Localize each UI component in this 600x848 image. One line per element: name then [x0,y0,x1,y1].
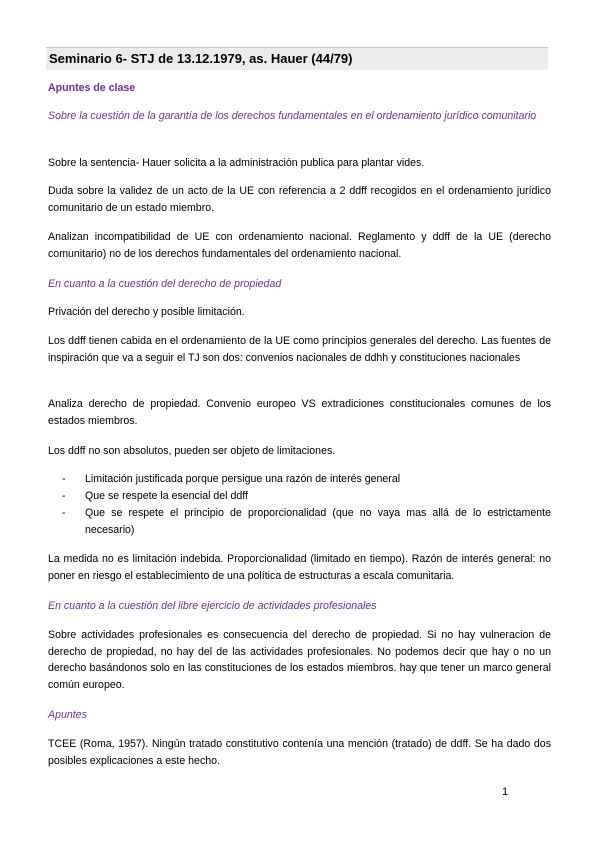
heading-derecho-propiedad: En cuanto a la cuestión del derecho de propiedad [48,278,282,290]
list-item-text: Limitación justificada porque persigue una razón de interés general [85,473,401,485]
paragraph-medida-limitacion: La medida no es limitación indebida. Proporcionalidad (limitado en tiempo). Razón de interés general: no poner en riesgo el establecimiento de una política de estructuras a escala comunitaria. [48,553,551,582]
list-dash: - [62,473,66,485]
heading-apuntes: Apuntes [48,709,87,721]
document-title: Seminario 6- STJ de 13.12.1979, as. Hauer (44/79) [49,51,353,66]
paragraph-incompatibilidad: Analizan incompatibilidad de UE con ordenamiento nacional. Reglamento y ddff de la UE (derecho comunitario) no de los derechos fundamentales del ordenamiento nacional. [48,231,551,260]
heading-garantia-derechos: Sobre la cuestión de la garantía de los derechos fundamentales en el ordenamiento jurídico comunitario [48,110,537,122]
paragraph-ddff-ordenamiento: Los ddff tienen cabida en el ordenamiento de la UE como principios generales del derecho. Las fuentes de inspiración que va a seguir el TJ son dos: convenios nacionales de ddhh y constituciones nacionales [48,335,551,364]
paragraph-actividades: Sobre actividades profesionales es consecuencia del derecho de propiedad. Si no hay vulneracion de derecho de propiedad, no hay del de las actividades profesionales. No podemos decir que hay o no un derecho basándonos solo en las constituciones de los estados miembros. hay que tener un marco general común europeo. [48,629,551,691]
list-item-text: Que se respete el principio de proporcionalidad (que no vaya mas allá de lo estrictamente necesario) [85,507,551,536]
page-number: 1 [502,786,509,798]
heading-actividades-profesionales: En cuanto a la cuestión del libre ejercicio de actividades profesionales [48,600,377,612]
title-bar [46,47,548,70]
paragraph-sentencia-hauer: Sobre la sentencia- Hauer solicita a la administración publica para plantar vides. [48,157,425,169]
list-dash: - [62,507,66,519]
paragraph-duda-validez: Duda sobre la validez de un acto de la UE con referencia a 2 ddff recogidos en el ordenamiento jurídico comunitario de un estado miembro. [48,185,551,214]
paragraph-analiza-propiedad: Analiza derecho de propiedad. Convenio europeo VS extradiciones constitucionales comunes de los estados miembros. [48,398,551,427]
paragraph-tcee: TCEE (Roma, 1957). Ningún tratado constitutivo contenía una mención (tratado) de ddff. Se ha dado dos posibles explicaciones a este hecho. [48,738,551,767]
list-item-text: Que se respete la esencial del ddff [85,490,248,502]
heading-apuntes-de-clase: Apuntes de clase [48,82,136,94]
list-dash: - [62,490,66,502]
paragraph-limitaciones: Los ddff no son absolutos, pueden ser objeto de limitaciones. [48,445,336,457]
paragraph-privacion: Privación del derecho y posible limitación. [48,306,245,318]
